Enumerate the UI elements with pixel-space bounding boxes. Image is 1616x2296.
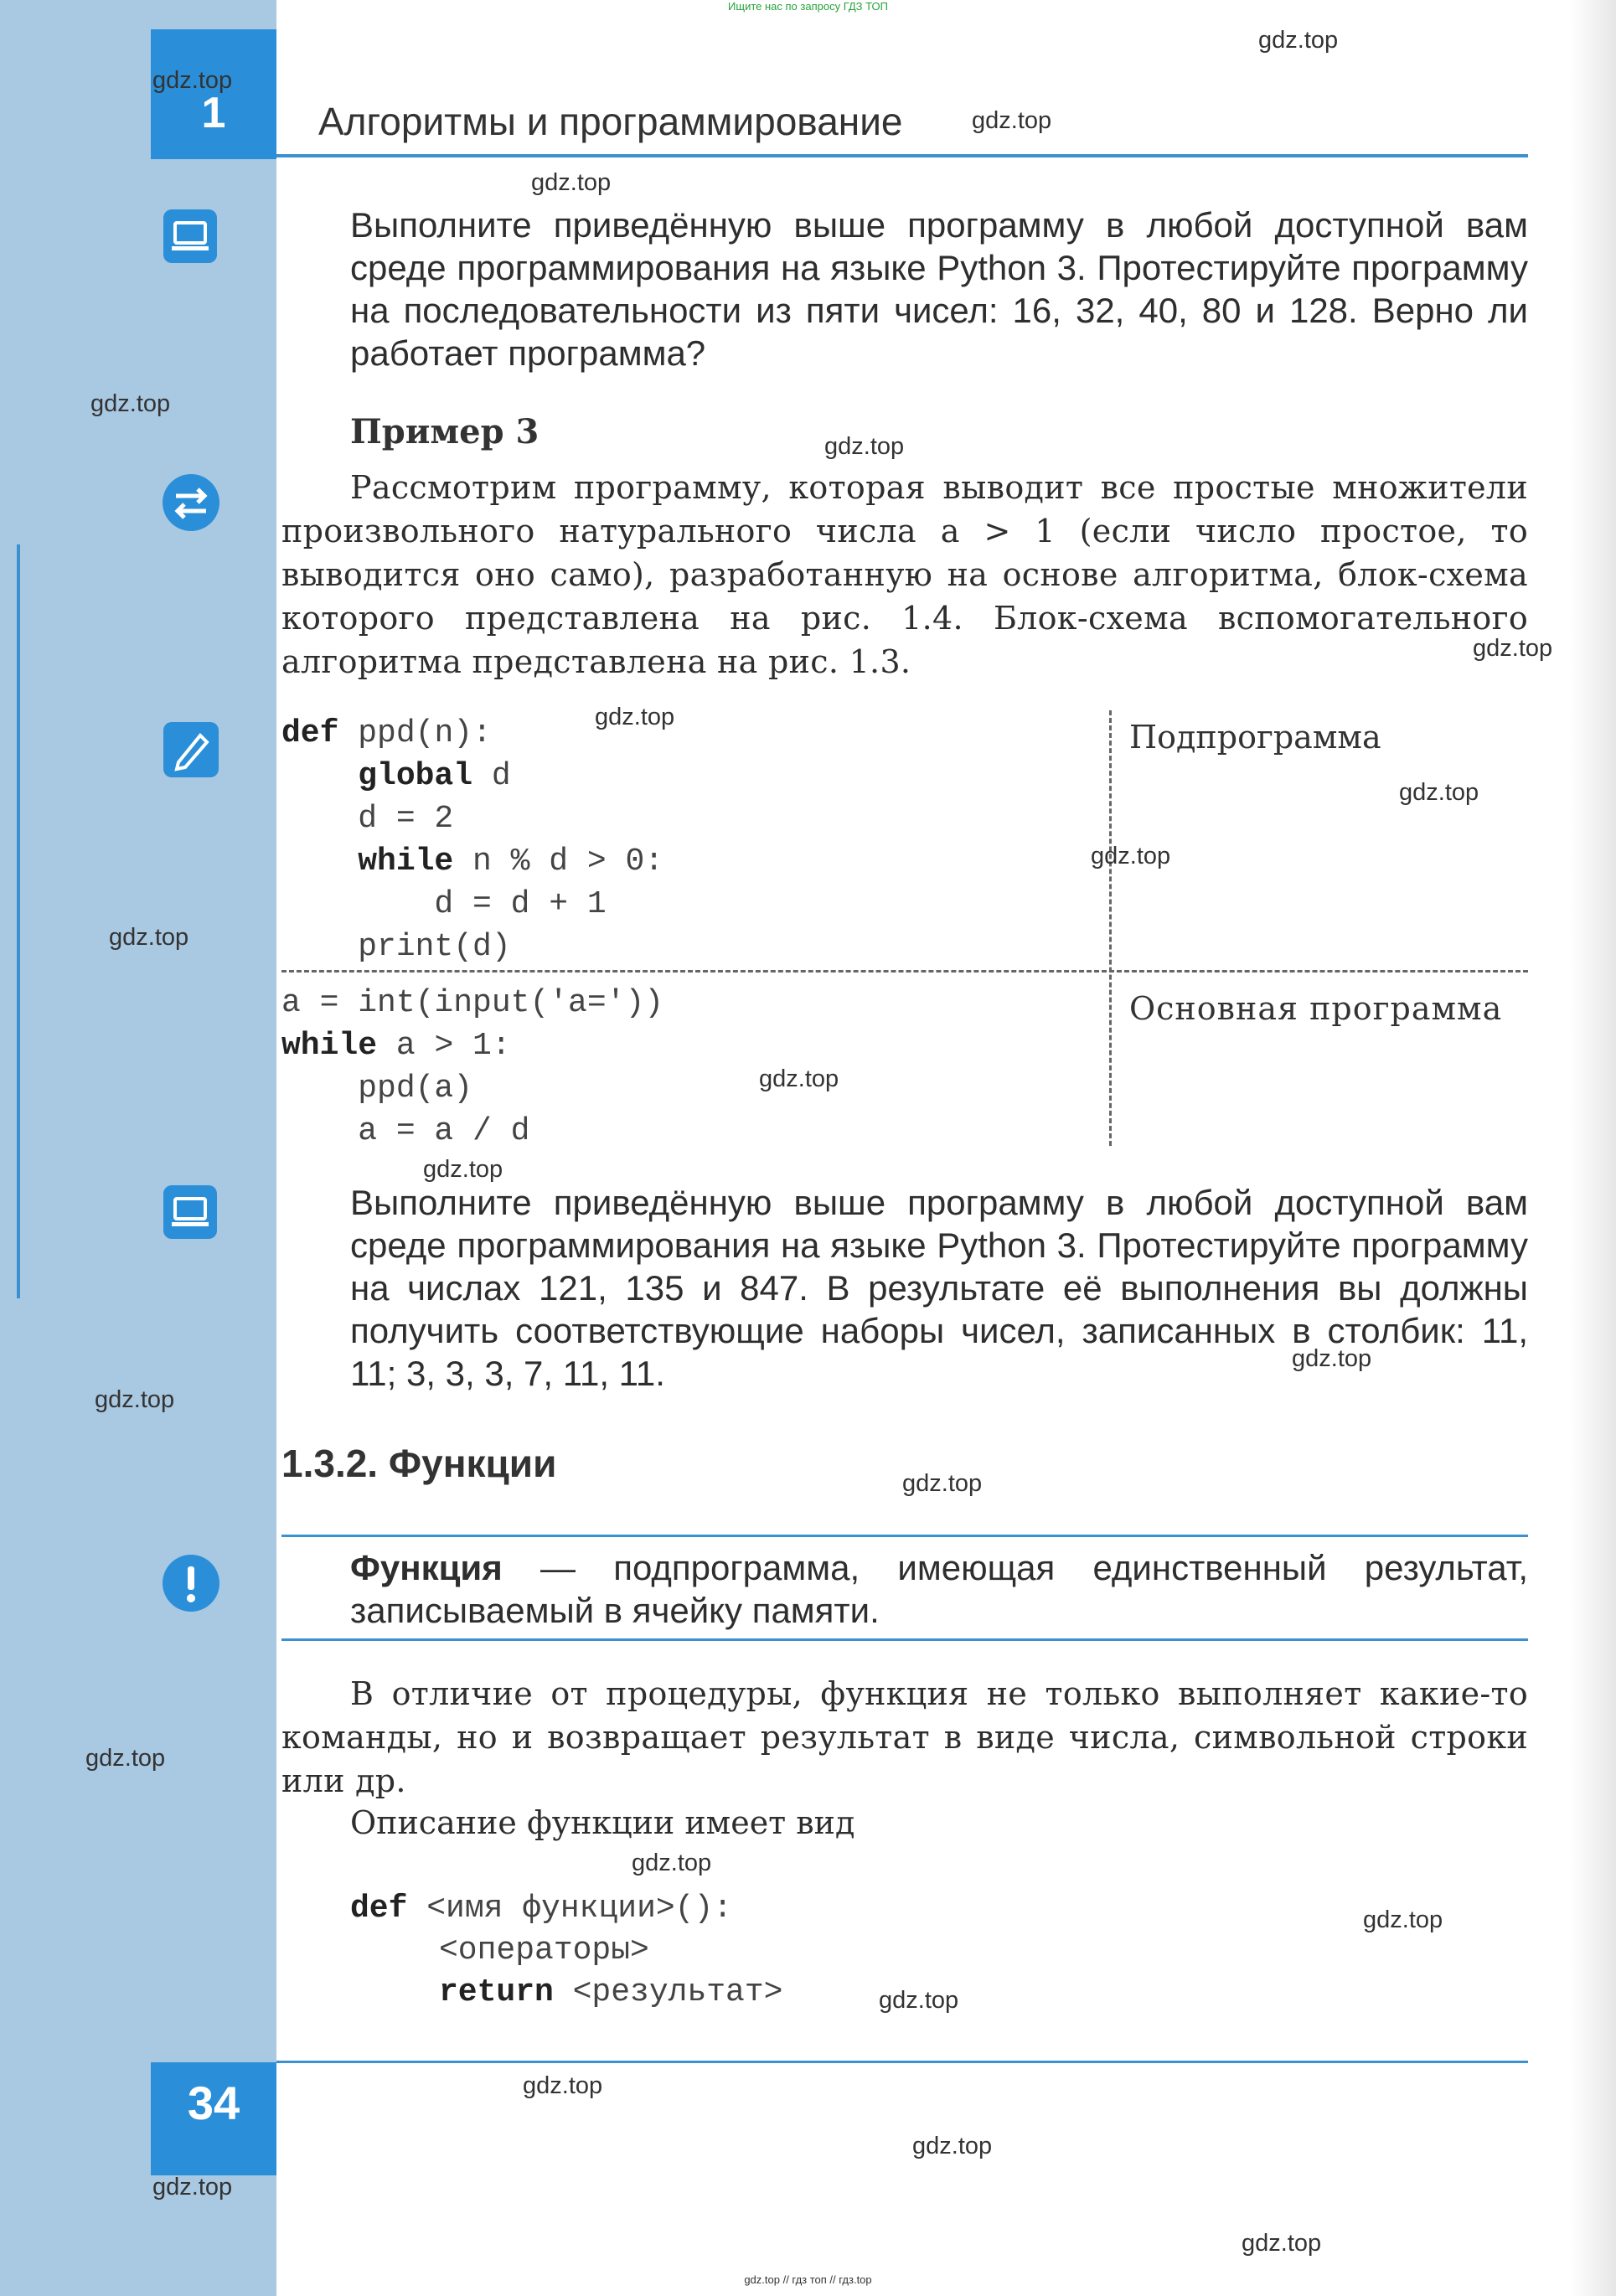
pencil-icon xyxy=(163,722,219,777)
watermark: gdz.top xyxy=(1258,27,1339,54)
definition-rule-top xyxy=(281,1535,1528,1537)
exercise-paragraph-2: Выполните приведённую выше программу в любой доступной вам среде программирования на языке Python 3. Протестируйте программу на числах 121, 135 и 847. В результате её выполнения вы должны получить соответствующие наборы чисел, записанных в столбик: 11, 11; 3, 3, 3, 7, 11, 11. xyxy=(350,1183,1528,1393)
computer-icon xyxy=(163,1185,217,1239)
code-line-2: global d xyxy=(358,758,511,794)
watermark: gdz.top xyxy=(632,1850,712,1876)
example-heading: Пример 3 xyxy=(350,412,540,451)
bottom-banner: gdz.top // гдз топ // гдз.top xyxy=(744,2273,872,2286)
code-line-6: print(d) xyxy=(281,929,511,965)
watermark: gdz.top xyxy=(824,433,905,460)
subprogram-code xyxy=(281,712,1119,968)
function-desc-intro: Описание функции имеет вид xyxy=(350,1804,855,1841)
left-sidebar xyxy=(0,0,276,2296)
watermark: gdz.top xyxy=(423,1156,503,1183)
code-line-3: d = 2 xyxy=(281,801,454,837)
header-rule xyxy=(276,154,1528,157)
computer-icon xyxy=(163,209,217,263)
subprogram-label: Подпрограмма xyxy=(1129,719,1381,756)
watermark: gdz.top xyxy=(95,1386,175,1413)
chapter-title: Алгоритмы и программирование xyxy=(318,100,903,143)
definition-term: Функция xyxy=(350,1548,503,1587)
watermark: gdz.top xyxy=(1091,843,1171,869)
watermark: gdz.top xyxy=(523,2072,603,2099)
margin-line xyxy=(17,544,20,1298)
template-line-1: def <имя функции>(): xyxy=(350,1891,733,1927)
watermark: gdz.top xyxy=(152,2174,233,2201)
function-paragraph: В отличие от процедуры, функция не только выполняет какие-то команды, но и возвращает результат в виде числа, символьной строки или др. xyxy=(281,1675,1528,1799)
watermark: gdz.top xyxy=(595,704,675,730)
main-program-code xyxy=(281,982,1119,1153)
exercise-paragraph-1: Выполните приведённую выше программу в любой доступной вам среде программирования на языке Python 3. Протестируйте программу на последовательности из пяти чисел: 16, 32, 40, 80 и 128. Верно ли работает программа? xyxy=(350,205,1528,373)
watermark: gdz.top xyxy=(152,67,233,94)
definition xyxy=(350,1546,1528,1632)
code-line-9: ppd(a) xyxy=(281,1071,473,1107)
watermark: gdz.top xyxy=(879,1987,959,2014)
template-line-2: <операторы> xyxy=(439,1932,649,1968)
code-line-8: while a > 1: xyxy=(281,1028,511,1064)
section-heading: 1.3.2. Функции xyxy=(281,1442,557,1485)
code-divider-horizontal xyxy=(281,970,1528,973)
watermark: gdz.top xyxy=(531,169,612,196)
footer-rule xyxy=(276,2061,1528,2063)
watermark: gdz.top xyxy=(759,1065,839,1092)
watermark: gdz.top xyxy=(1363,1906,1443,1933)
code-line-5: d = d + 1 xyxy=(281,886,607,922)
watermark: gdz.top xyxy=(90,390,171,417)
exchange-icon xyxy=(163,474,219,531)
watermark: gdz.top xyxy=(109,924,189,951)
page-edge-shadow xyxy=(1570,0,1616,2296)
page-number: 34 xyxy=(187,2077,240,2129)
code-line-7: a = int(input('a=')) xyxy=(281,985,664,1021)
code-line-4: while n % d > 0: xyxy=(358,844,664,880)
watermark: gdz.top xyxy=(1399,779,1479,806)
chapter-number: 1 xyxy=(201,89,226,137)
function-template xyxy=(350,1888,782,2014)
code-line-10: a = a / d xyxy=(281,1113,530,1149)
watermark: gdz.top xyxy=(1473,635,1553,662)
exclamation-icon xyxy=(163,1555,219,1612)
code-line-1: def ppd(n): xyxy=(281,715,492,751)
top-banner: Ищите нас по запросу ГДЗ ТОП xyxy=(728,0,888,13)
watermark: gdz.top xyxy=(902,1470,983,1497)
watermark: gdz.top xyxy=(1242,2230,1322,2257)
watermark: gdz.top xyxy=(972,107,1052,134)
template-line-3: return <результат> xyxy=(439,1974,783,2010)
watermark: gdz.top xyxy=(85,1745,166,1772)
watermark: gdz.top xyxy=(1292,1345,1372,1372)
definition-rule-bottom xyxy=(281,1638,1528,1641)
example-paragraph: Рассмотрим программу, которая выводит все простые множители произвольного натурального числа a > 1 (если число простое, то выводится оно само), разработанную на основе алгоритма, блок-схема которого представлена на рис. 1.4. Блок-схема вспомогательного алгоритма представлена на рис. 1.3. xyxy=(281,469,1528,680)
definition-text: — подпрограмма, имеющая единственный результат, записываемый в ячейку памяти. xyxy=(350,1548,1528,1630)
watermark: gdz.top xyxy=(912,2133,993,2159)
main-program-label: Основная программа xyxy=(1129,990,1503,1027)
